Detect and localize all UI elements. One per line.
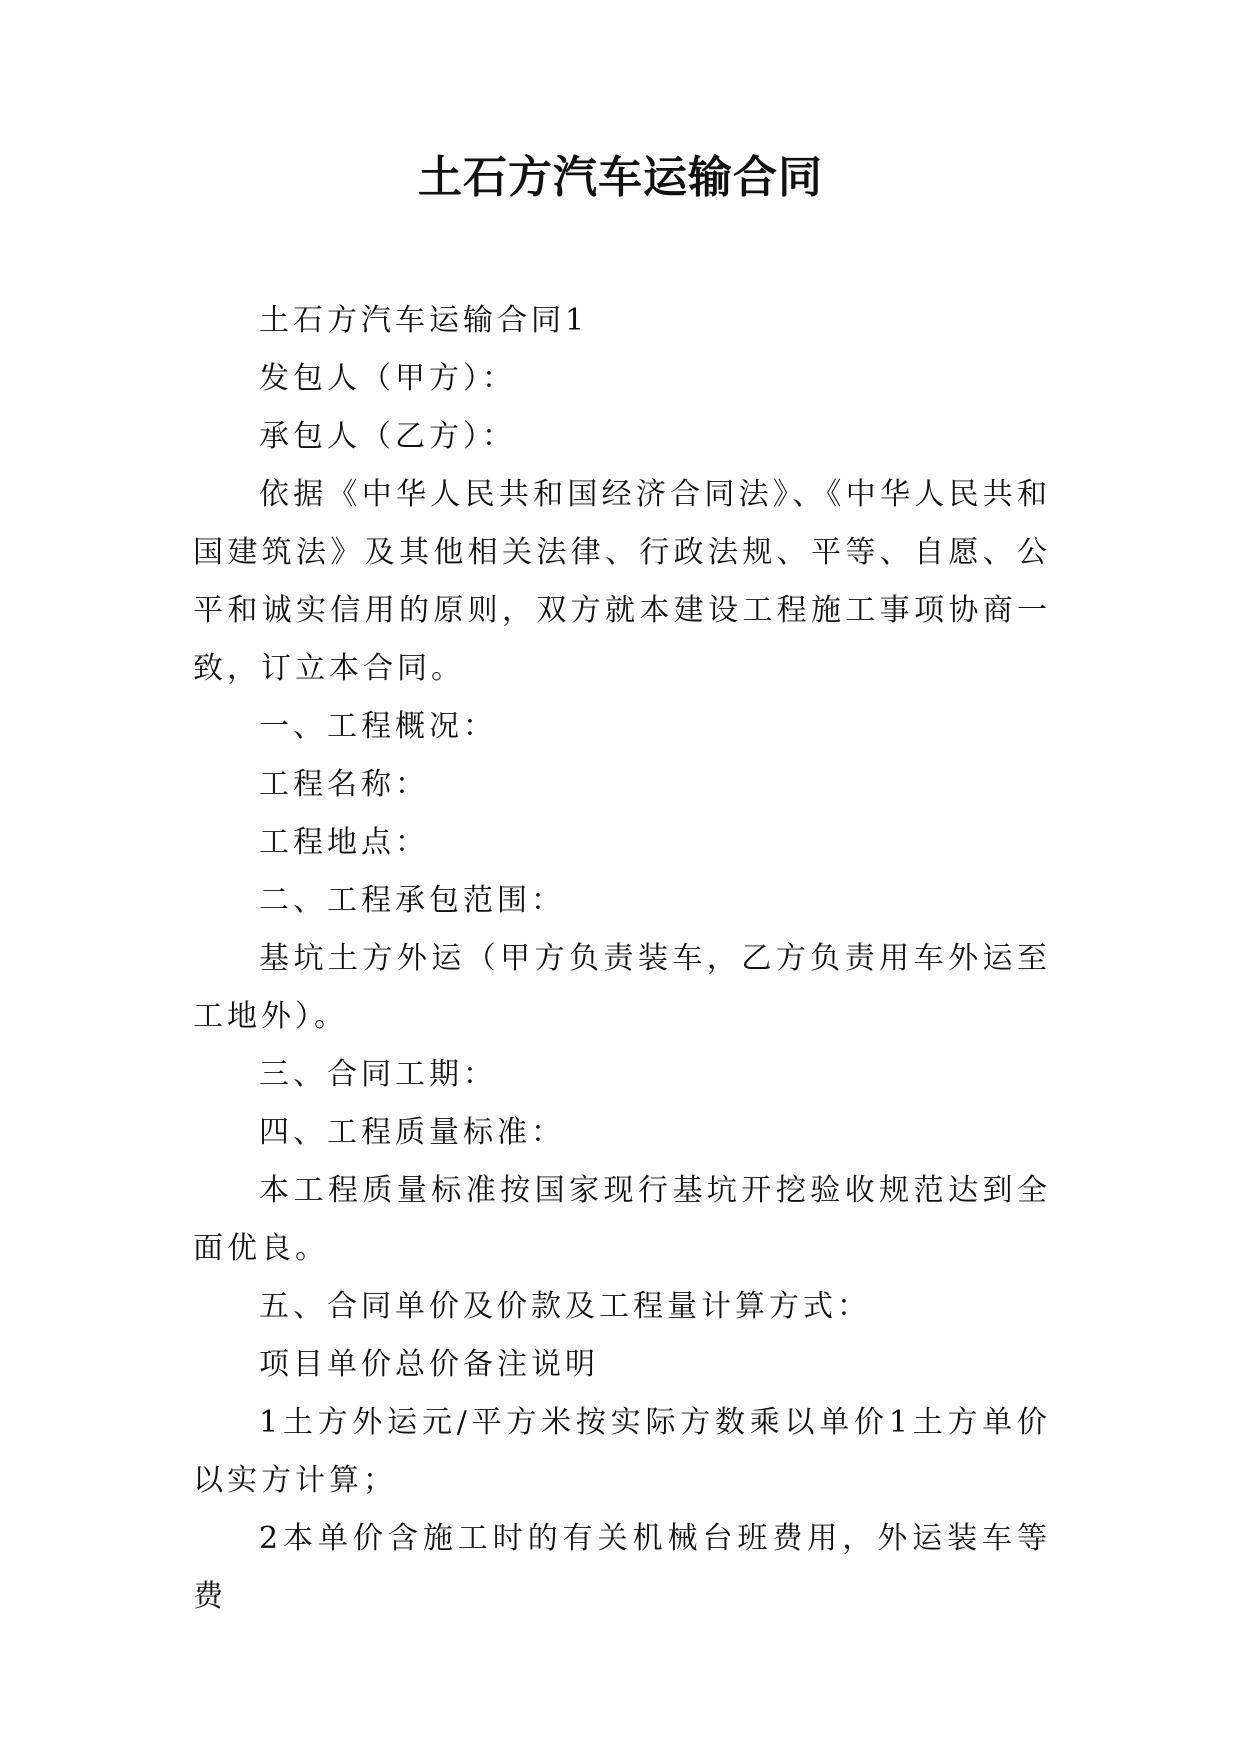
paragraph-heading-copy: 土石方汽车运输合同1 [259, 303, 589, 338]
paragraph-project-name: 工程名称： [259, 767, 429, 802]
paragraph-pricing-item-1: 1土方外运元/平方米按实际方数乘以单价1土方单价以实方计算； [193, 1405, 1051, 1498]
paragraph-legal-basis: 依据《中华人民共和国经济合同法》、《中华人民共和国建筑法》及其他相关法律、行政法规、平等、自愿、公平和诚实信用的原则，双方就本建设工程施工事项协商一致，订立本合同。 [193, 477, 1051, 686]
paragraph-scope-detail: 基坑土方外运（甲方负责装车，乙方负责用车外运至工地外）。 [193, 941, 1051, 1034]
section-heading-quality: 四、工程质量标准： [259, 1115, 565, 1150]
section-heading-project-overview: 一、工程概况： [259, 709, 497, 744]
document-title: 土石方汽车运输合同 [418, 152, 823, 203]
paragraph-quality-detail: 本工程质量标准按国家现行基坑开挖验收规范达到全面优良。 [193, 1173, 1051, 1266]
paragraph-party-a: 发包人（甲方）： [259, 361, 516, 396]
paragraph-project-location: 工程地点： [259, 825, 429, 860]
section-heading-duration: 三、合同工期： [259, 1057, 497, 1092]
paragraph-pricing-columns: 项目单价总价备注说明 [259, 1347, 599, 1382]
section-heading-scope: 二、工程承包范围： [259, 883, 565, 918]
document-body [193, 292, 1051, 1626]
paragraph-pricing-item-2: 2本单价含施工时的有关机械台班费用，外运装车等费 [193, 1521, 1051, 1614]
section-heading-pricing: 五、合同单价及价款及工程量计算方式： [259, 1289, 871, 1324]
paragraph-party-b: 承包人（乙方）： [259, 419, 516, 454]
